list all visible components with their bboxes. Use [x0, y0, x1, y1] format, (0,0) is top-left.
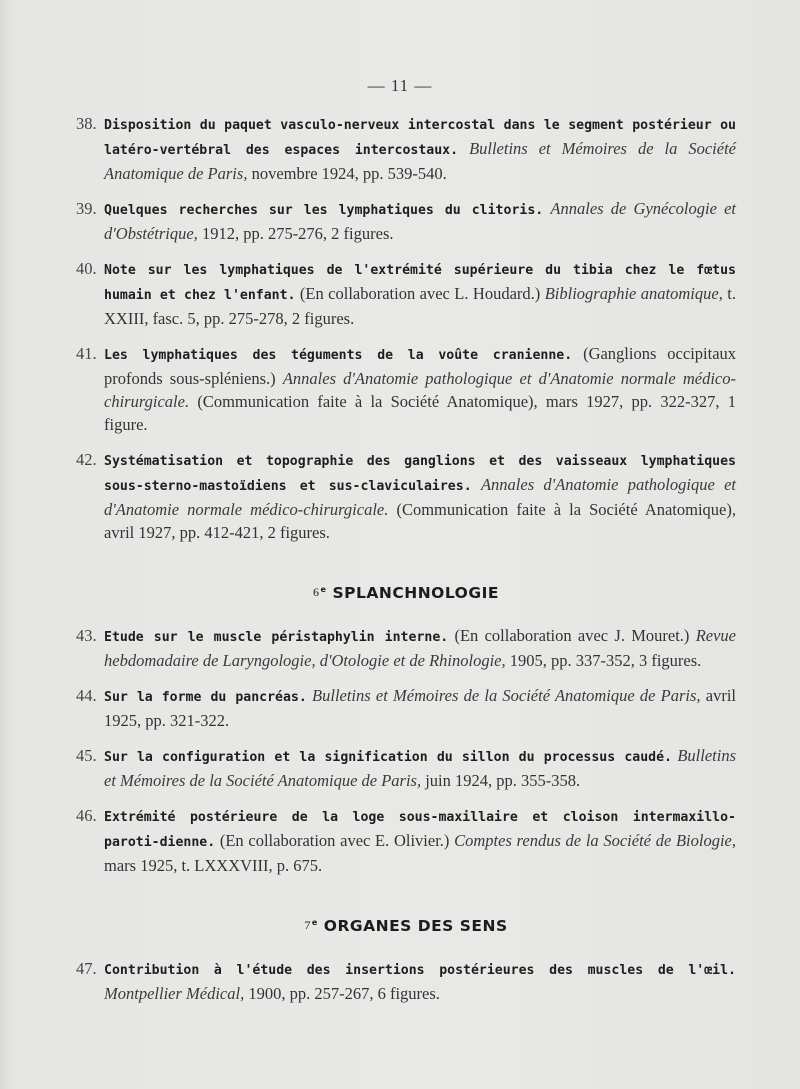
entry-details: 1912, pp. 275-276, 2 figures.: [201, 224, 394, 243]
section-ordinal: 7: [304, 918, 311, 932]
entry-details: t. XXIII, fasc. 5, pp. 275-278, 2 figures.: [104, 284, 736, 328]
entry-details: (En collaboration avec L. Houdard.): [299, 284, 541, 303]
section-title: ORGANES DES SENS: [323, 917, 508, 935]
entry-title: Disposition du paquet vasculo-nerveux intercostal dans le segment postérieur ou latéro-vertébral des espaces intercostaux.: [104, 118, 736, 158]
section-ordinal: 6: [313, 585, 320, 599]
entry-title: Sur la configuration et la signification du sillon du processus caudé.: [104, 750, 672, 765]
page-number: — 11 —: [367, 76, 433, 95]
entry-details: (Communication faite à la Société Anatomique), mars 1927, pp. 322-327, 1 figure.: [104, 392, 736, 434]
entry-number: 46.: [76, 806, 97, 825]
entry-title: Note sur les lymphatiques de l'extrémité supérieure du tibia chez le fœtus humain et chez l'enfant.: [104, 263, 736, 303]
bibliography-entry: [76, 624, 736, 672]
entry-journal: Bulletins et Mémoires de la Société Anatomique de Paris,: [104, 746, 737, 790]
entry-title: Quelques recherches sur les lymphatiques du clitoris.: [104, 203, 544, 218]
entry-journal: Bibliographie anatomique,: [544, 284, 723, 303]
entry-journal: Annales d'Anatomie pathologique et d'Anatomie normale médico-chirurgicale.: [104, 475, 737, 519]
entry-journal: Bulletins et Mémoires de la Société Anatomique de Paris,: [104, 139, 736, 183]
entry-journal: Revue hebdomadaire de Laryngologie, d'Otologie et de Rhinologie,: [104, 626, 737, 670]
section-ordinal-suffix: e: [320, 585, 327, 594]
section-ordinal-suffix: e: [311, 918, 318, 927]
entry-details: 1900, pp. 257-267, 6 figures.: [248, 984, 440, 1003]
entry-list: [76, 957, 736, 1005]
entry-number: 44.: [76, 686, 97, 705]
entry-journal: Annales d'Anatomie pathologique et d'Anatomie normale médico-chirurgicale.: [104, 369, 737, 411]
entry-details: juin 1924, pp. 355-358.: [425, 771, 581, 790]
entry-journal: Montpellier Médical,: [104, 984, 245, 1003]
entry-number: 45.: [76, 746, 97, 765]
entry-journal: Annales de Gynécologie et d'Obstétrique,: [104, 199, 736, 243]
section-heading-splanchnologie: [76, 584, 736, 602]
bibliography-content: [76, 112, 736, 1017]
section-heading-organes-des-sens: [76, 917, 736, 935]
section-title: SPLANCHNOLOGIE: [332, 584, 499, 602]
bibliography-entry: [76, 684, 736, 732]
entry-number: 41.: [76, 344, 97, 363]
entry-title: Sur la forme du pancréas.: [104, 690, 307, 705]
entry-details: (Communication faite à la Société Anatomique), avril 1927, pp. 412-421, 2 figures.: [104, 500, 737, 542]
entry-details: (En collaboration avec E. Olivier.): [219, 831, 450, 850]
bibliography-entry: [76, 112, 736, 185]
bibliography-entry: [76, 257, 736, 330]
entry-title: Extrémité postérieure de la loge sous-maxillaire et cloison intermaxillo-paroti-dienne.: [104, 810, 736, 850]
entry-title: Etude sur le muscle péristaphylin interne.: [104, 630, 449, 645]
entry-journal: Comptes rendus de la Société de Biologie,: [454, 831, 737, 850]
bibliography-entry: [76, 342, 736, 436]
entry-list: [76, 624, 736, 877]
bibliography-entry: [76, 957, 736, 1005]
entry-details: (En collaboration avec J. Mouret.): [454, 626, 690, 645]
entry-number: 47.: [76, 959, 97, 978]
bibliography-entry: [76, 448, 736, 544]
entry-details: mars 1925, t. LXXXVIII, p. 675.: [104, 856, 323, 875]
entry-details: (Ganglions occipitaux profonds sous-spléniens.): [104, 344, 737, 388]
entry-number: 40.: [76, 259, 97, 278]
bibliography-entry: [76, 744, 736, 792]
entry-title: Systématisation et topographie des ganglions et des vaisseaux lymphatiques sous-sterno-mastoïdiens et sus-claviculaires.: [104, 454, 736, 494]
bibliography-entry: [76, 804, 736, 877]
entry-journal: Bulletins et Mémoires de la Société Anatomique de Paris,: [312, 686, 701, 705]
entry-details: avril 1925, pp. 321-322.: [104, 686, 737, 730]
entry-number: 43.: [76, 626, 97, 645]
entry-number: 39.: [76, 199, 97, 218]
entry-number: 38.: [76, 114, 97, 133]
entry-title: Les lymphatiques des téguments de la voûte cranienne.: [104, 348, 573, 363]
entry-number: 42.: [76, 450, 97, 469]
entry-details: 1905, pp. 337-352, 3 figures.: [509, 651, 702, 670]
entry-title: Contribution à l'étude des insertions postérieures des muscles de l'œil.: [104, 963, 736, 978]
bibliography-entry: [76, 197, 736, 245]
entry-details: novembre 1924, pp. 539-540.: [251, 164, 447, 183]
entry-list: [76, 112, 736, 544]
